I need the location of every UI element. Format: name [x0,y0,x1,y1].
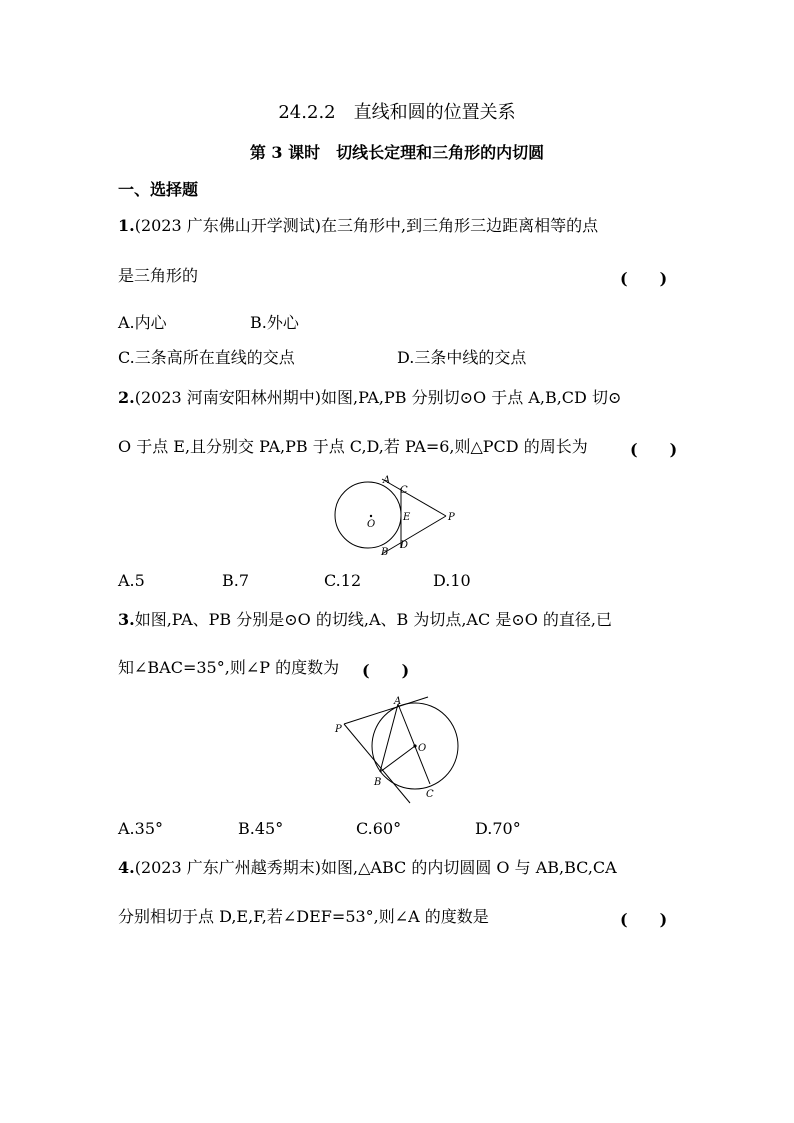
lesson-subtitle: 第 3 课时 切线长定理和三角形的内切圆 [249,143,545,162]
option-d: D.三条中线的交点 [397,348,527,367]
figure-tangents-diameter [332,692,472,807]
tangent-pb [382,516,446,554]
section-heading: 一、选择题 [118,180,199,199]
answer-parentheses: ( ) [620,269,668,288]
option-c: C.三条高所在直线的交点 [118,348,295,367]
option-c: C.12 [324,571,362,590]
option-b: B.45° [238,819,284,838]
question-text: (2023 广东广州越秀期末)如图,△ABC 的内切圆圆 O 与 AB,BC,CA [134,858,617,877]
question-2-line-1 [118,388,621,408]
question-3-line-2: 知∠BAC=35°,则∠P 的度数为 [118,658,340,677]
label-e: E [403,512,411,523]
label-o: O [418,743,427,754]
segment-bo [380,746,415,772]
option-d: D.10 [433,571,471,590]
center-dot [370,515,372,517]
question-text: 如图,PA、PB 分别是⊙O 的切线,A、B 为切点,AC 是⊙O 的直径,已 [134,610,613,629]
tangent-pa [344,697,428,724]
option-d: D.70° [475,819,521,838]
center-dot [413,744,416,747]
answer-parentheses: ( ) [620,910,668,929]
label-p: P [335,724,342,735]
option-c: C.60° [356,819,402,838]
option-a: A.5 [118,571,145,590]
label-c: C [400,485,408,496]
tangent-pb [344,724,410,803]
question-number: 1. [118,216,135,235]
figure-tangent-circle-pcd [330,472,470,562]
label-p: P [448,512,455,523]
question-text: (2023 广东佛山开学测试)在三角形中,到三角形三边距离相等的点 [134,216,599,235]
page-title: 24.2.2 直线和圆的位置关系 [278,102,516,123]
label-o: O [367,519,376,530]
label-d: D [400,540,409,551]
question-4-line-1 [118,858,617,878]
question-number: 4. [118,858,135,877]
label-b: B [381,547,389,558]
label-a: A [383,475,391,486]
question-number: 2. [118,388,135,407]
label-b: B [374,777,382,788]
question-text: (2023 河南安阳林州期中)如图,PA,PB 分别切⊙O 于点 A,B,CD 切⊙ [134,388,622,407]
label-a: A [394,696,402,707]
answer-parentheses: ( ) [362,661,410,680]
question-number: 3. [118,610,135,629]
option-a: A.35° [118,819,163,838]
option-b: B.7 [222,571,250,590]
tangent-pa [382,479,446,516]
question-3-line-1 [118,610,612,630]
question-1-line-1 [118,216,598,236]
circle-o [335,482,401,548]
option-b: B.外心 [250,313,299,332]
answer-parentheses: ( ) [630,440,678,459]
question-4-line-2: 分别相切于点 D,E,F,若∠DEF=53°,则∠A 的度数是 [118,907,489,926]
option-a: A.内心 [118,313,167,332]
chord-ab [380,704,398,772]
question-1-line-2: 是三角形的 [118,266,199,285]
label-c: C [426,789,434,800]
question-2-line-2: O 于点 E,且分别交 PA,PB 于点 C,D,若 PA=6,则△PCD 的周长为 [118,437,588,456]
